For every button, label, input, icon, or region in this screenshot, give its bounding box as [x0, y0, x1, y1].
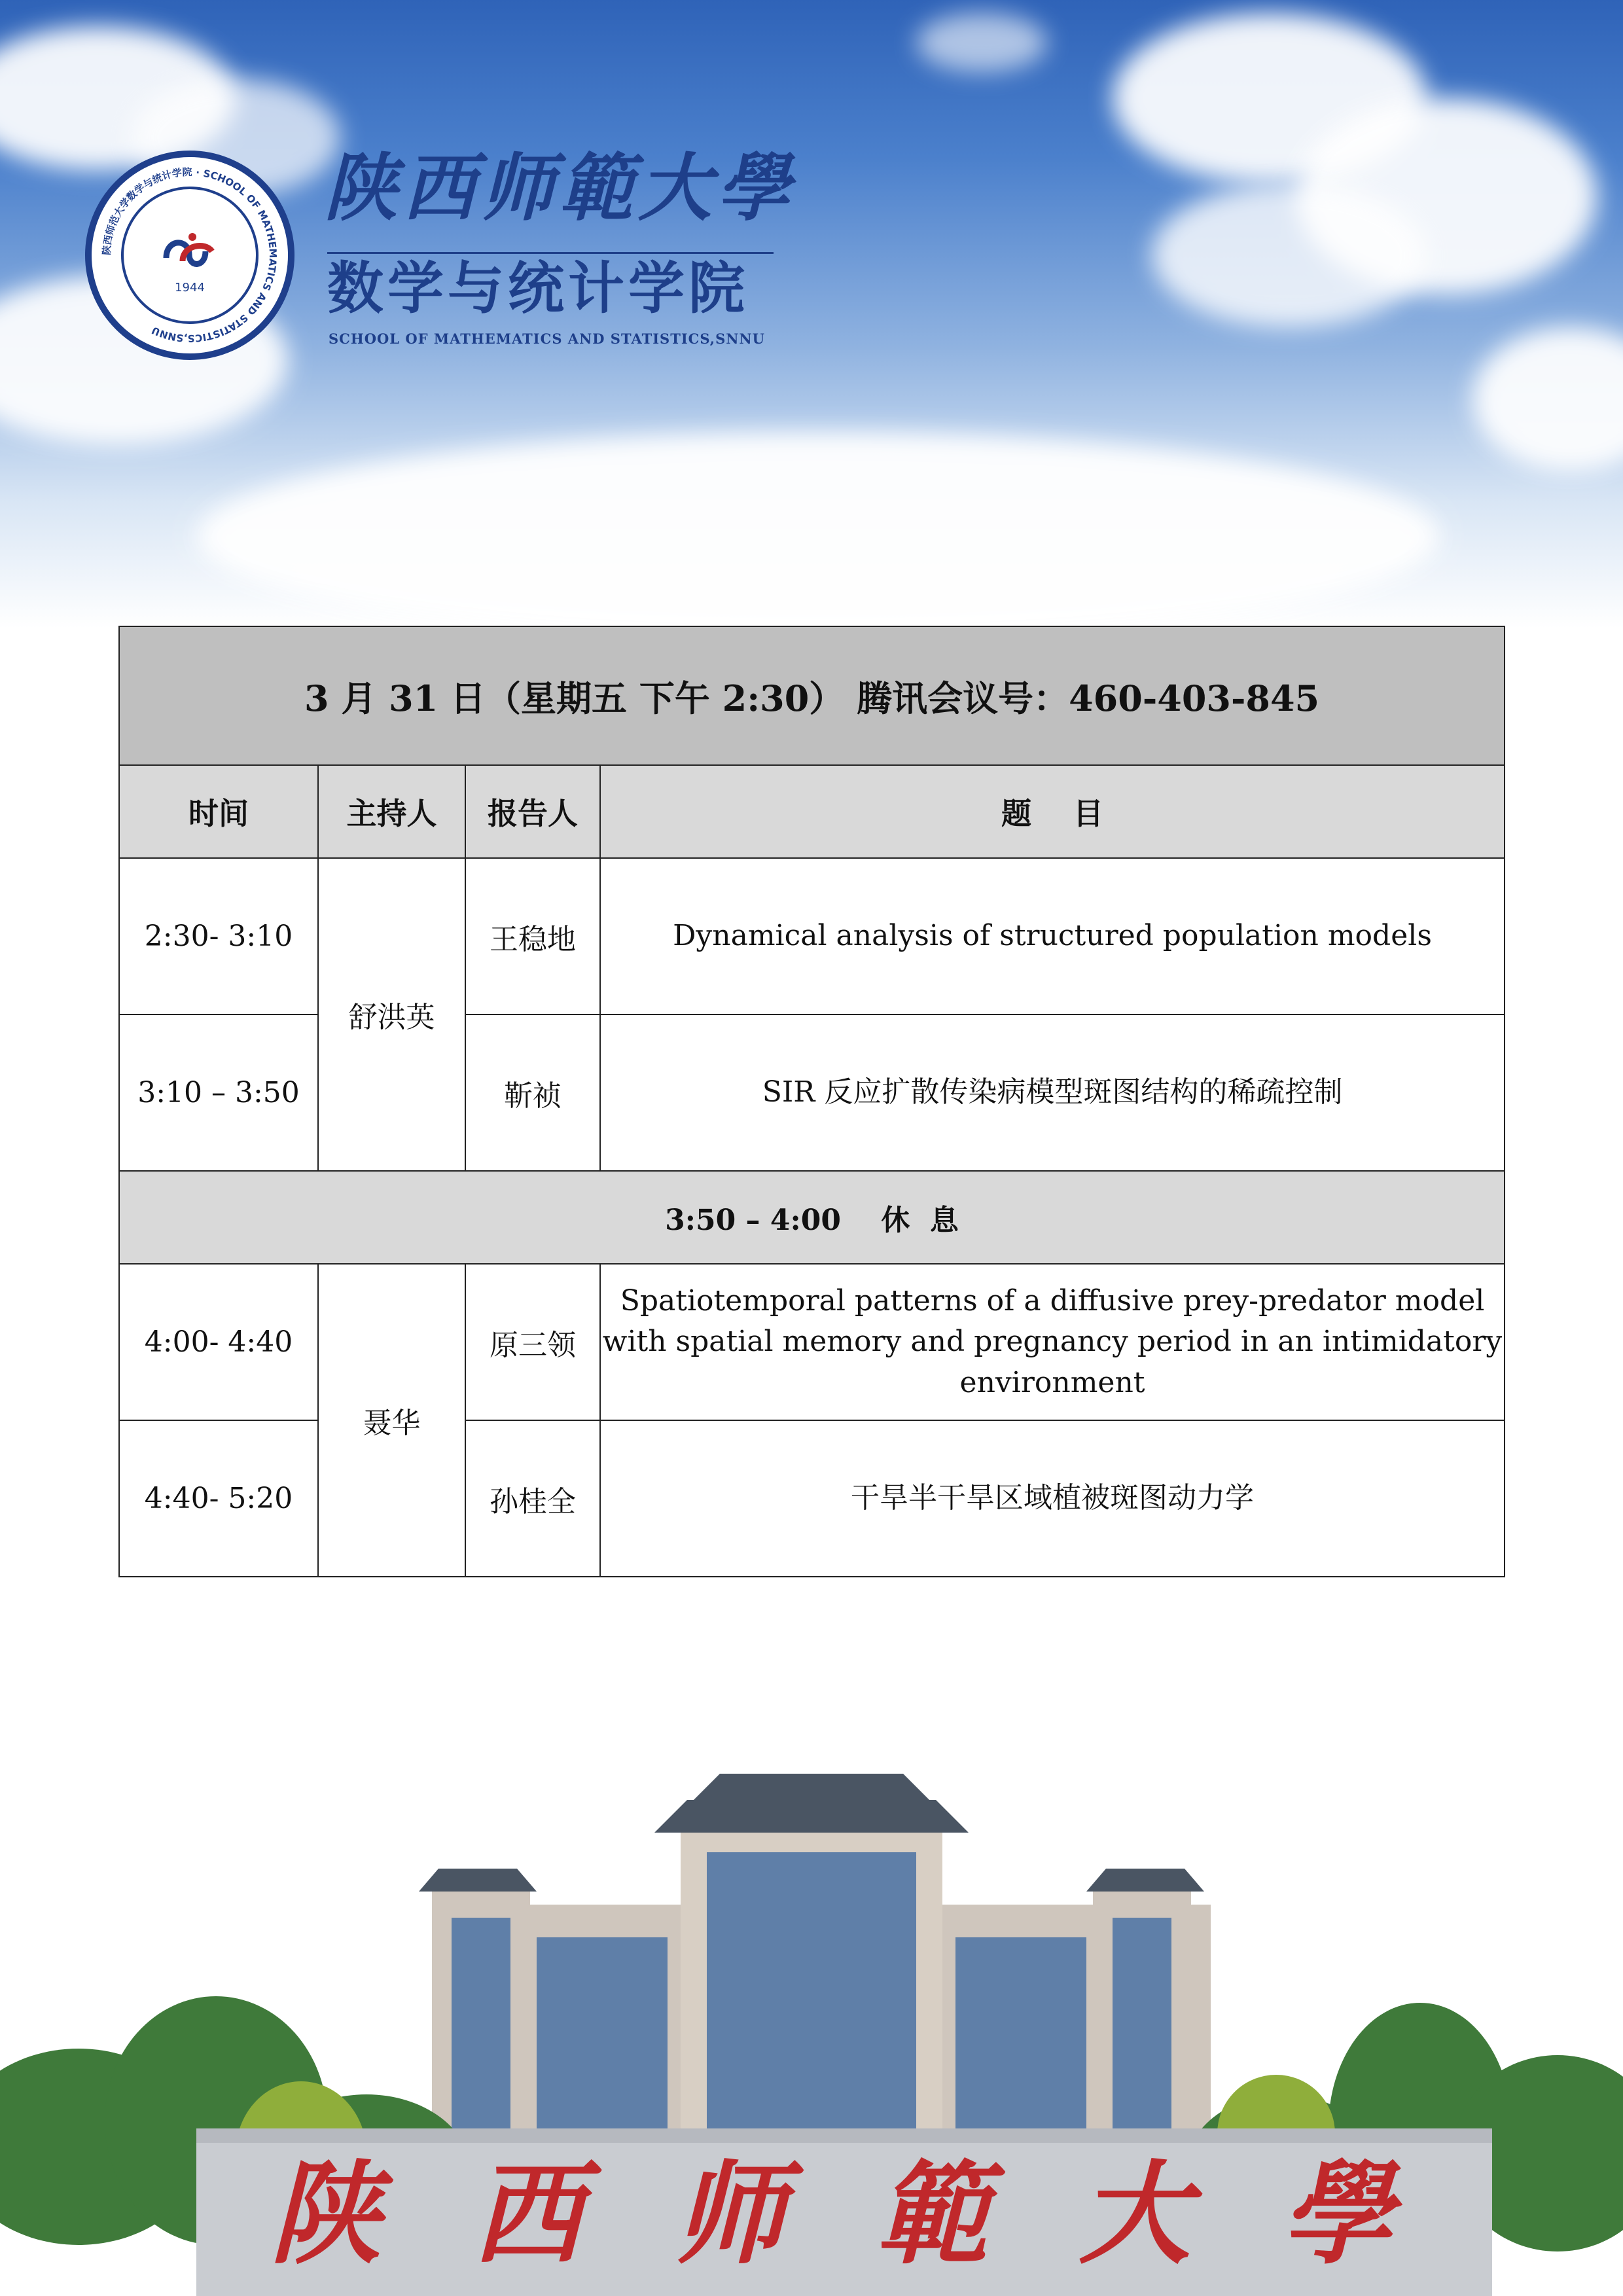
campus-building-illustration [0, 1702, 1623, 2296]
talk-topic: Spatiotemporal patterns of a diffusive prey-predator model with spatial memory and pregnancy period in an intimidatory environment [600, 1264, 1505, 1420]
talk-topic: 干旱半干旱区域植被斑图动力学 [600, 1420, 1505, 1577]
talk-time: 2:30- 3:10 [119, 858, 318, 1014]
building-roof-top [654, 1800, 969, 1833]
header-topic: 题 目 [600, 765, 1505, 858]
talk-speaker: 靳祯 [465, 1014, 600, 1171]
break-row [119, 1171, 1505, 1264]
talk-time: 4:00- 4:40 [119, 1264, 318, 1420]
talk-speaker: 王稳地 [465, 858, 600, 1014]
stone-inscription: 陕 西 师 範 大 學 [270, 2149, 1419, 2280]
talk-speaker: 孙桂全 [465, 1420, 600, 1577]
school-name: 数学与统计学院 [327, 256, 749, 321]
schedule-title: 3 月 31 日（星期五 下午 2:30） 腾讯会议号：460-403-845 [119, 626, 1505, 765]
building-windows [452, 1852, 1171, 2134]
session-host: 聂华 [318, 1264, 465, 1577]
session-host: 舒洪英 [318, 858, 465, 1171]
header-row [119, 765, 1505, 858]
header-host: 主持人 [318, 765, 465, 858]
title-divider [327, 252, 774, 254]
stone-sign-top [196, 2128, 1492, 2143]
building-roof-right [1086, 1869, 1204, 1892]
header-time: 时间 [119, 765, 318, 858]
logo-inner-circle [121, 187, 259, 324]
school-english-name: SCHOOL OF MATHEMATICS AND STATISTICS,SNNU [329, 331, 765, 347]
break-label: 3:50 – 4:00 休 息 [119, 1171, 1505, 1264]
talk-topic: SIR 反应扩散传染病模型斑图结构的稀疏控制 [600, 1014, 1505, 1171]
table-row [119, 858, 1505, 1014]
building-roof-left [419, 1869, 537, 1892]
building-roof-upper [694, 1774, 929, 1800]
talk-time: 4:40- 5:20 [119, 1420, 318, 1577]
talk-topic: Dynamical analysis of structured population models [600, 858, 1505, 1014]
header-speaker: 报告人 [465, 765, 600, 858]
logo-emblem-icon [160, 232, 225, 271]
talk-time: 3:10 – 3:50 [119, 1014, 318, 1171]
schedule-title-row [119, 626, 1505, 765]
school-logo [85, 151, 294, 360]
table-row [119, 1264, 1505, 1420]
svg-text:陕西师范大学数学与统计学院 · SCHOOL OF MATH: 陕西师范大学数学与统计学院 · SCHOOL OF MATHEMATICS AND STATISTICS,SNNU [100, 166, 279, 345]
talk-speaker: 原三领 [465, 1264, 600, 1420]
logo-year: 1944 [175, 281, 205, 295]
schedule-table [118, 626, 1505, 1577]
university-name: 陕西师範大學 [324, 145, 795, 231]
